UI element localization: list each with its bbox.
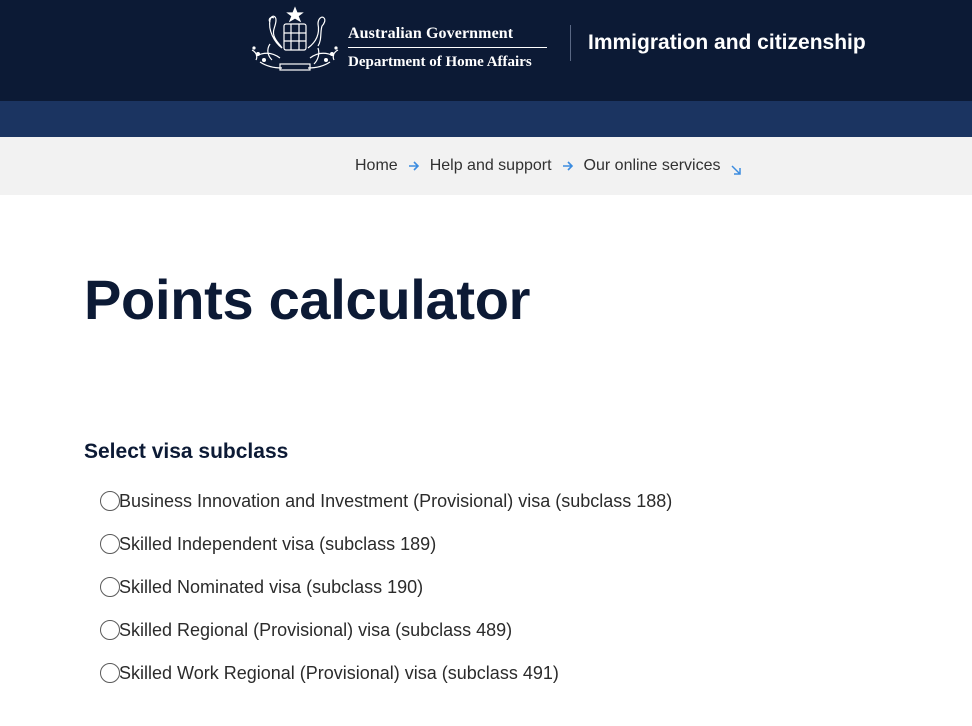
visa-subclass-legend: Select visa subclass: [84, 440, 289, 463]
visa-subclass-group: [84, 438, 884, 694]
arrow-down-right-icon: [730, 162, 742, 174]
radio-button[interactable]: [100, 491, 120, 511]
wordmark-divider: [348, 47, 547, 48]
radio-label: Skilled Regional (Provisional) visa (subclass 489): [119, 619, 513, 640]
page-title: Points calculator: [84, 268, 531, 331]
radio-button[interactable]: [100, 577, 120, 597]
main-navigation-bar: [0, 101, 972, 137]
breadcrumb-bar: [0, 137, 972, 195]
gov-name: Australian Government: [348, 25, 514, 42]
breadcrumb: [355, 156, 742, 176]
header-divider: [570, 25, 571, 61]
radio-button[interactable]: [100, 663, 120, 683]
department-name: Department of Home Affairs: [348, 54, 532, 70]
radio-button[interactable]: [100, 620, 120, 640]
radio-option-subclass-189[interactable]: [84, 522, 884, 565]
radio-option-subclass-489[interactable]: [84, 608, 884, 651]
site-header: [0, 0, 972, 101]
radio-button[interactable]: [100, 534, 120, 554]
radio-option-subclass-190[interactable]: [84, 565, 884, 608]
radio-label: Skilled Independent visa (subclass 189): [119, 533, 437, 554]
radio-label: Skilled Work Regional (Provisional) visa (subclass 491): [119, 662, 559, 683]
visa-subclass-options: [84, 479, 884, 694]
radio-option-subclass-491[interactable]: [84, 651, 884, 694]
breadcrumb-help-and-support[interactable]: Help and support: [429, 157, 552, 174]
radio-label: Business Innovation and Investment (Provisional) visa (subclass 188): [119, 490, 673, 511]
site-title[interactable]: Immigration and citizenship: [588, 31, 866, 54]
arrow-right-icon: [407, 159, 421, 173]
breadcrumb-our-online-services[interactable]: Our online services: [583, 157, 721, 174]
radio-option-subclass-188[interactable]: [84, 479, 884, 522]
commonwealth-coat-of-arms-icon[interactable]: [246, 4, 344, 76]
government-wordmark: [348, 24, 548, 71]
radio-label: Skilled Nominated visa (subclass 190): [119, 576, 424, 597]
arrow-right-icon: [561, 159, 575, 173]
breadcrumb-home[interactable]: Home: [355, 157, 398, 174]
